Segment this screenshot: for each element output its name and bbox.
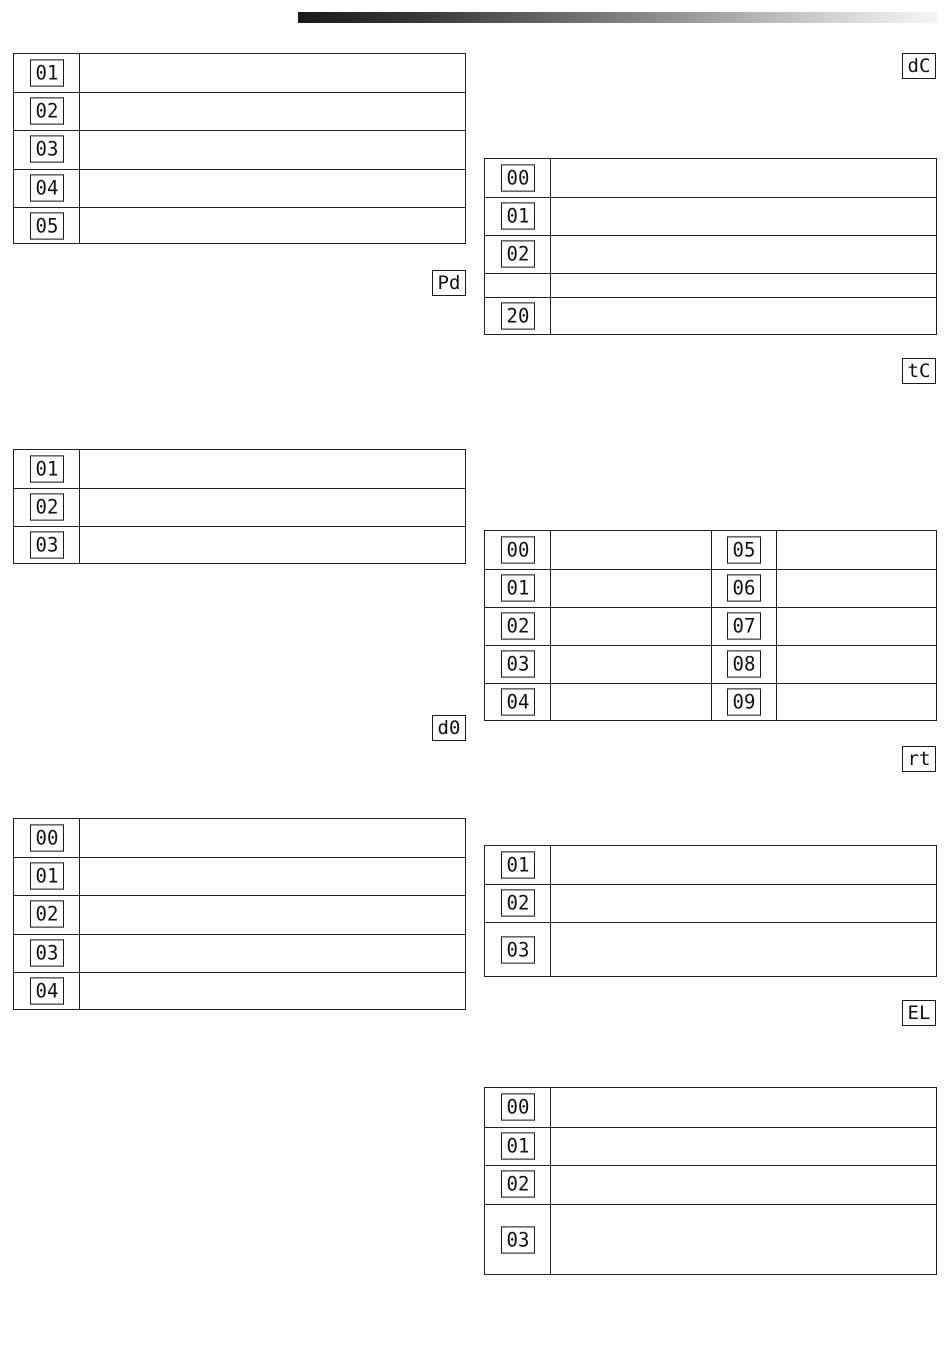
table-row [485, 297, 936, 335]
table-row [485, 235, 936, 273]
left-code-table-2 [13, 449, 466, 564]
right-code-table-rt [484, 845, 937, 977]
code-display: 01 [30, 862, 64, 889]
table-row [14, 54, 465, 92]
table-row [14, 130, 465, 169]
table-row [485, 159, 936, 197]
code-display: 04 [30, 977, 64, 1004]
table-row [485, 1165, 936, 1204]
code-display: 04 [501, 688, 535, 715]
table-row [485, 607, 936, 645]
code-display: 06 [727, 574, 761, 601]
code-display: 01 [501, 851, 535, 878]
section-tag-tc: tC [902, 358, 936, 384]
right-code-table-tc [484, 530, 937, 721]
code-display: 00 [501, 1093, 535, 1120]
header-gradient-bar [298, 12, 938, 23]
section-tag-d0: d0 [432, 715, 466, 741]
code-display: 02 [501, 889, 535, 916]
code-display: 02 [30, 493, 64, 520]
code-display: 00 [30, 824, 64, 851]
table-row [14, 207, 465, 244]
table-row [485, 922, 936, 977]
code-display: 01 [30, 455, 64, 482]
left-code-table-3 [13, 818, 466, 1010]
code-display: 01 [501, 202, 535, 229]
code-display: 05 [30, 212, 64, 239]
code-display: 00 [501, 536, 535, 563]
table-row [14, 895, 465, 934]
table-row [485, 884, 936, 922]
code-display: 03 [30, 135, 64, 162]
code-display: 02 [501, 240, 535, 267]
right-code-table-el [484, 1087, 937, 1275]
left-code-table-1 [13, 53, 466, 244]
code-display: 02 [501, 612, 535, 639]
table-row [14, 857, 465, 895]
table-row [485, 683, 936, 721]
table-row [14, 488, 465, 526]
section-tag-pd: Pd [432, 270, 466, 296]
table-row-spacer [485, 273, 936, 297]
code-display: 00 [501, 164, 535, 191]
table-row [485, 531, 936, 569]
section-tag-dc: dC [902, 53, 936, 79]
code-display: 02 [30, 900, 64, 927]
table-row [485, 846, 936, 884]
code-display: 03 [501, 936, 535, 963]
code-display: 03 [30, 939, 64, 966]
code-display: 03 [501, 1226, 535, 1253]
table-row [14, 92, 465, 130]
code-display: 02 [501, 1170, 535, 1197]
code-display: 03 [501, 650, 535, 677]
code-display: 20 [501, 302, 535, 329]
table-row [485, 197, 936, 235]
section-tag-el: EL [902, 1000, 936, 1026]
table-row [14, 450, 465, 488]
code-display: 09 [727, 688, 761, 715]
code-display: 04 [30, 174, 64, 201]
table-row [485, 1204, 936, 1275]
code-display: 05 [727, 536, 761, 563]
table-row [485, 645, 936, 683]
table-row [14, 169, 465, 207]
code-display: 01 [30, 59, 64, 86]
code-display: 07 [727, 612, 761, 639]
code-display: 01 [501, 574, 535, 601]
table-row [14, 819, 465, 857]
code-display: 01 [501, 1132, 535, 1159]
code-display: 08 [727, 650, 761, 677]
right-code-table-dc [484, 158, 937, 335]
table-row [485, 1127, 936, 1165]
table-row [14, 526, 465, 564]
table-row [485, 1088, 936, 1127]
table-row [14, 972, 465, 1010]
code-display: 03 [30, 531, 64, 558]
code-display: 02 [30, 97, 64, 124]
table-row [14, 934, 465, 972]
section-tag-rt: rt [902, 746, 936, 772]
table-row [485, 569, 936, 607]
